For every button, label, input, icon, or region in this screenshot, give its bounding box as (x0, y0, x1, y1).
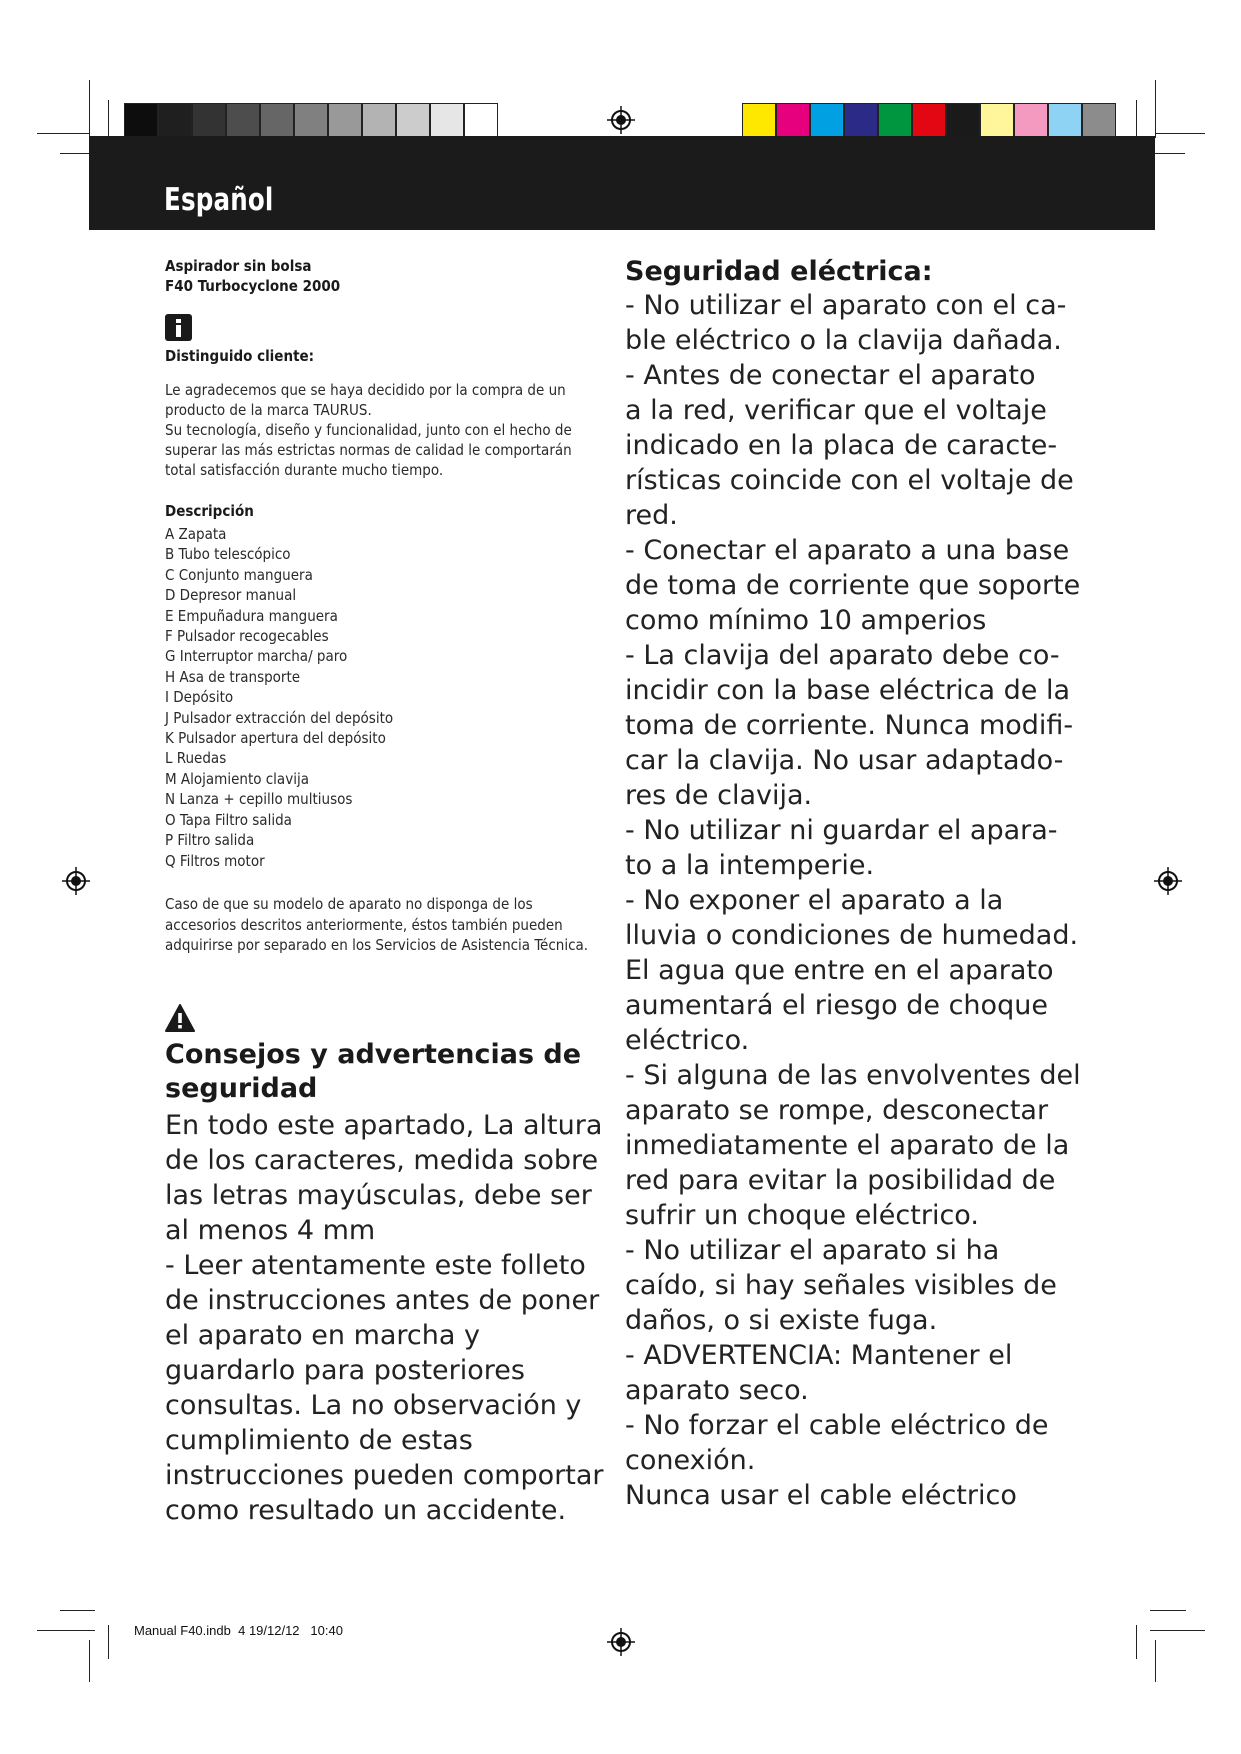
electrical-safety-line: aparato seco. (625, 1375, 809, 1406)
crop-mark (108, 1625, 109, 1659)
parts-list-item: K Pulsador apertura del depósito (165, 729, 386, 748)
parts-list-item: C Conjunto manguera (165, 565, 313, 584)
electrical-safety-line: caído, si hay señales visibles de (625, 1270, 1057, 1301)
gray-swatch (464, 103, 498, 137)
gray-swatch (362, 103, 396, 137)
print-slug (134, 1623, 343, 1638)
crop-mark (60, 153, 89, 154)
electrical-safety-heading: Seguridad eléctrica: (625, 256, 933, 287)
parts-list-item: E Empuñadura manguera (165, 606, 338, 625)
electrical-safety-line: red para evitar la posibilidad de (625, 1165, 1056, 1196)
electrical-safety-line: aparato se rompe, desconectar (625, 1095, 1049, 1126)
electrical-safety-line: red. (625, 500, 678, 531)
electrical-safety-line: - No exponer el aparato a la (625, 885, 1004, 916)
parts-list-item: F Pulsador recogecables (165, 627, 329, 646)
crop-mark (89, 80, 90, 138)
electrical-safety-line: - No utilizar ni guardar el apara- (625, 815, 1058, 846)
gray-swatch (396, 103, 430, 137)
gray-swatch (158, 103, 192, 137)
color-swatch (980, 103, 1014, 137)
color-swatch (1048, 103, 1082, 137)
crop-mark (1150, 1610, 1186, 1611)
greeting: Distinguido cliente: (165, 347, 315, 365)
color-swatch (912, 103, 946, 137)
crop-mark (1136, 100, 1137, 136)
color-swatch (844, 103, 878, 137)
language-header-bar (89, 136, 1155, 230)
parts-list-item: B Tubo telescópico (165, 545, 291, 564)
electrical-safety-line: como mínimo 10 amperios (625, 605, 987, 636)
crop-mark (89, 1640, 90, 1682)
accessories-note: Caso de que su modelo de aparato no disponga de los accesorios descritos anteriormente, éstos también pueden adquirirse por separado en los Servicios de Asistencia Técnica. (165, 895, 589, 954)
crop-mark (1136, 1625, 1137, 1659)
electrical-safety-line: indicado en la placa de caracte- (625, 430, 1058, 461)
electrical-safety-line: - La clavija del aparato debe co- (625, 640, 1060, 671)
grayscale-calibration-bar (124, 103, 498, 137)
parts-list-item: P Filtro salida (165, 831, 255, 850)
crop-mark (37, 1630, 95, 1631)
crop-mark (1155, 1640, 1156, 1682)
slug-page: 4 (238, 1623, 246, 1638)
electrical-safety-line: de toma de corriente que soporte (625, 570, 1081, 601)
crop-mark (1155, 153, 1185, 154)
electrical-safety-line: sufrir un choque eléctrico. (625, 1200, 979, 1231)
intro-text (165, 380, 605, 480)
electrical-safety-line: eléctrico. (625, 1025, 750, 1056)
info-icon (165, 314, 192, 341)
electrical-safety-line: - Antes de conectar el aparato (625, 360, 1036, 391)
color-swatch (776, 103, 810, 137)
electrical-safety-line: - Conectar el aparato a una base (625, 535, 1070, 566)
electrical-safety-line: toma de corriente. Nunca modifi- (625, 710, 1074, 741)
gray-swatch (192, 103, 226, 137)
color-swatch (878, 103, 912, 137)
parts-list-item: J Pulsador extracción del depósito (165, 708, 394, 727)
parts-list-item: Q Filtros motor (165, 851, 265, 870)
warning-icon (165, 1004, 195, 1032)
electrical-safety-line: res de clavija. (625, 780, 813, 811)
parts-list-item: G Interruptor marcha/ paro (165, 647, 348, 666)
description-heading: Descripción (165, 502, 254, 520)
crop-mark (108, 100, 109, 136)
parts-list (165, 524, 605, 871)
color-swatch (742, 103, 776, 137)
product-model: F40 Turbocyclone 2000 (165, 277, 341, 295)
electrical-safety-body (625, 288, 1081, 1513)
electrical-safety-line: - No utilizar el aparato con el ca- (625, 290, 1067, 321)
parts-list-item: O Tapa Filtro salida (165, 810, 292, 829)
parts-list-item: L Ruedas (165, 749, 227, 768)
safety-heading: Consejos y advertencias de seguridad (165, 1039, 582, 1104)
color-swatch (1082, 103, 1116, 137)
gray-swatch (226, 103, 260, 137)
slug-time: 10:40 (310, 1623, 343, 1638)
electrical-safety-line: daños, o si existe fuga. (625, 1305, 938, 1336)
color-swatch (946, 103, 980, 137)
registration-mark-icon (62, 867, 90, 895)
color-swatch (810, 103, 844, 137)
gray-swatch (124, 103, 158, 137)
electrical-safety-line: inmediatamente el aparato de la (625, 1130, 1070, 1161)
product-name (165, 256, 605, 296)
electrical-safety-line: rísticas coincide con el voltaje de (625, 465, 1074, 496)
electrical-safety-line: - Si alguna de las envolventes del (625, 1060, 1081, 1091)
gray-swatch (328, 103, 362, 137)
electrical-safety-line: to a la intemperie. (625, 850, 875, 881)
slug-file: Manual F40.indb (134, 1623, 231, 1638)
crop-mark (1155, 133, 1205, 134)
electrical-safety-line: - No forzar el cable eléctrico de (625, 1410, 1049, 1441)
electrical-safety-line: a la red, verificar que el voltaje (625, 395, 1047, 426)
electrical-safety-line: ble eléctrico o la clavija dañada. (625, 325, 1062, 356)
slug-date: 19/12/12 (248, 1623, 300, 1638)
parts-list-item: A Zapata (165, 525, 227, 543)
electrical-safety-line: incidir con la base eléctrica de la (625, 675, 1071, 706)
crop-mark (1155, 80, 1156, 138)
parts-list-item: I Depósito (165, 688, 234, 707)
electrical-safety-line: conexión. (625, 1445, 756, 1476)
electrical-safety-line: El agua que entre en el aparato (625, 955, 1054, 986)
safety-intro: En todo este apartado, La altura de los caracteres, medida sobre las letras mayúsculas, debe ser al menos 4 mm (165, 1110, 603, 1246)
gray-swatch (260, 103, 294, 137)
electrical-safety-line: car la clavija. No usar adaptado- (625, 745, 1064, 776)
electrical-safety-line: - ADVERTENCIA: Mantener el (625, 1340, 1013, 1371)
parts-list-item: D Depresor manual (165, 586, 297, 605)
intro-paragraph: Le agradecemos que se haya decidido por la compra de un producto de la marca TAURUS. (165, 381, 566, 419)
parts-list-item: M Alojamiento clavija (165, 769, 309, 788)
color-swatch (1014, 103, 1048, 137)
registration-mark-icon (607, 1628, 635, 1656)
electrical-safety-line: Nunca usar el cable eléctrico (625, 1480, 1017, 1511)
crop-mark (37, 133, 89, 134)
parts-list-item: N Lanza + cepillo multiusos (165, 790, 353, 809)
parts-list-item: H Asa de transporte (165, 667, 301, 686)
color-calibration-bar (742, 103, 1116, 137)
crop-mark (60, 1610, 95, 1611)
electrical-safety-line: lluvia o condiciones de humedad. (625, 920, 1079, 951)
crop-mark (1150, 1630, 1205, 1631)
gray-swatch (294, 103, 328, 137)
electrical-safety-line: aumentará el riesgo de choque (625, 990, 1048, 1021)
registration-mark-icon (607, 106, 635, 134)
language-title: Español (164, 182, 274, 218)
electrical-safety-line: - No utilizar el aparato si ha (625, 1235, 1000, 1266)
gray-swatch (430, 103, 464, 137)
safety-read-instructions: - Leer atentamente este folleto de instrucciones antes de poner el aparato en marcha y guardarlo para posteriores consultas. La no observación y cumplimiento de estas instrucciones pueden comportar como resultado un accidente. (165, 1250, 604, 1526)
safety-body (165, 1108, 610, 1528)
intro-paragraph: Su tecnología, diseño y funcionalidad, junto con el hecho de superar las más estrictas normas de calidad le comportarán total satisfacción durante mucho tiempo. (165, 421, 572, 479)
registration-mark-icon (1154, 867, 1182, 895)
product-type: Aspirador sin bolsa (165, 257, 312, 275)
